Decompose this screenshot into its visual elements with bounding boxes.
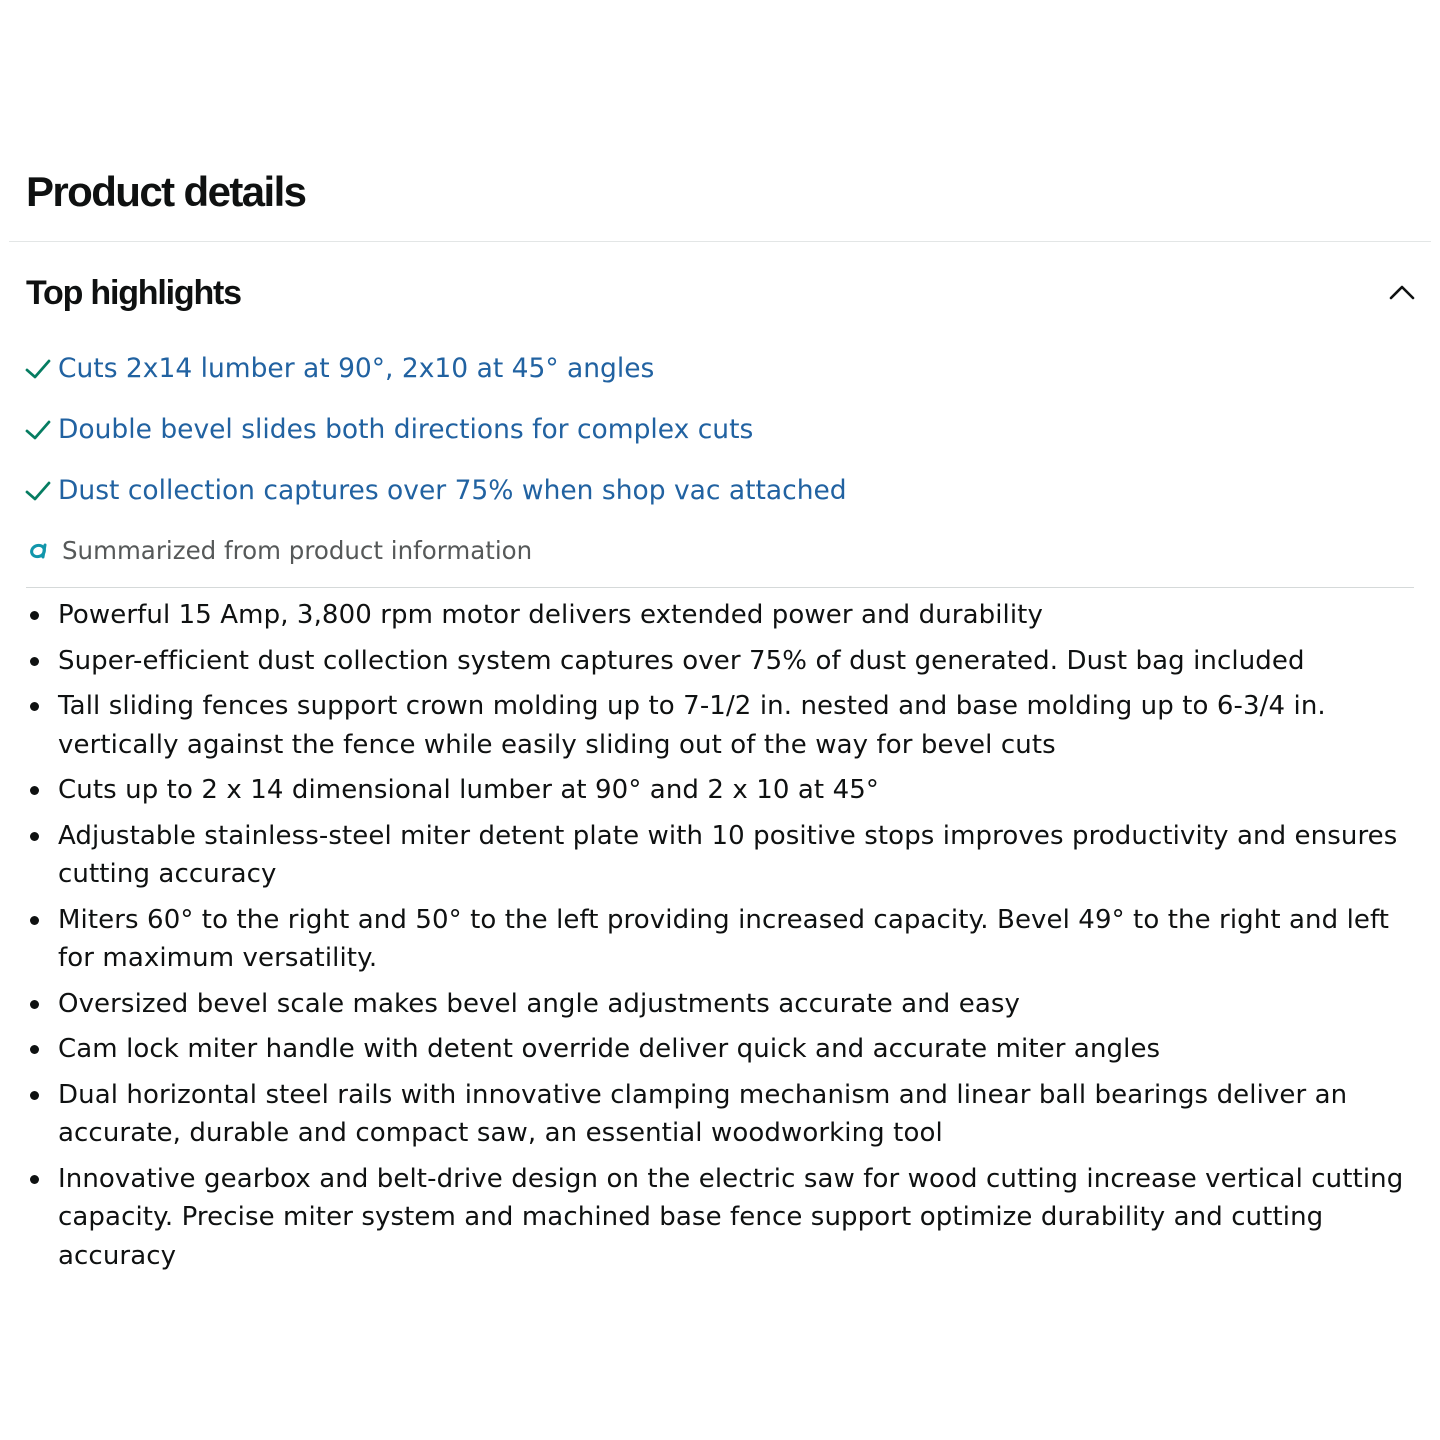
list-item xyxy=(26,1030,1426,1069)
check-icon xyxy=(24,355,52,383)
feature-text: Cam lock miter handle with detent override deliver quick and accurate miter angles xyxy=(58,1034,1161,1064)
highlight-item[interactable] xyxy=(24,409,847,451)
feature-text: Cuts up to 2 x 14 dimensional lumber at 90° and 2 x 10 at 45° xyxy=(58,775,879,805)
highlights-list xyxy=(24,348,847,531)
list-item xyxy=(26,771,1426,810)
list-item xyxy=(26,596,1426,635)
highlight-item[interactable] xyxy=(24,470,847,512)
bullet-dot-icon xyxy=(30,1091,39,1100)
check-icon xyxy=(24,416,52,444)
feature-text: Powerful 15 Amp, 3,800 rpm motor delivers extended power and durability xyxy=(58,600,1043,630)
list-item xyxy=(26,1076,1426,1153)
bullet-dot-icon xyxy=(30,832,39,841)
ai-summary-icon xyxy=(26,537,52,563)
bullet-dot-icon xyxy=(30,1175,39,1184)
highlight-text: Dust collection captures over 75% when shop vac attached xyxy=(58,475,847,506)
summary-text: Summarized from product information xyxy=(62,535,533,565)
chevron-up-icon[interactable] xyxy=(1384,274,1420,310)
feature-text: Tall sliding fences support crown molding up to 7-1/2 in. nested and base molding up to 6-3/4 in. vertically against the fence while easily sliding out of the way for bevel cuts xyxy=(58,691,1326,760)
summary-note xyxy=(26,532,532,568)
feature-text: Super-efficient dust collection system captures over 75% of dust generated. Dust bag included xyxy=(58,645,1305,676)
bullet-dot-icon xyxy=(30,916,39,925)
feature-text: Miters 60° to the right and 50° to the left providing increased capacity. Bevel 49° to the right and left for maximum versatility. xyxy=(58,904,1390,973)
bullet-dot-icon xyxy=(30,611,39,620)
section-divider xyxy=(9,241,1431,242)
feature-text: Adjustable stainless-steel miter detent plate with 10 positive stops improves productivity and ensures cutting accuracy xyxy=(58,820,1398,889)
list-divider xyxy=(26,587,1414,588)
list-item xyxy=(26,642,1426,681)
list-item xyxy=(26,817,1426,894)
bullet-dot-icon xyxy=(30,786,39,795)
highlight-item[interactable] xyxy=(24,348,847,390)
highlight-text: Double bevel slides both directions for complex cuts xyxy=(58,414,754,445)
section-title: Top highlights xyxy=(26,274,241,312)
bullet-dot-icon xyxy=(30,1000,39,1009)
feature-text: Dual horizontal steel rails with innovative clamping mechanism and linear ball bearings deliver an accurate, durable and compact saw, an essential woodworking tool xyxy=(58,1079,1348,1148)
list-item xyxy=(26,901,1426,978)
bullet-dot-icon xyxy=(30,1045,39,1054)
list-item xyxy=(26,1160,1426,1276)
list-item xyxy=(26,985,1426,1024)
feature-text: Innovative gearbox and belt-drive design on the electric saw for wood cutting increase vertical cutting capacity. Precise miter system and machined base fence support optimize durability and cutting accuracy xyxy=(58,1163,1404,1271)
top-highlights-toggle[interactable] xyxy=(26,270,1422,316)
check-icon xyxy=(24,477,52,505)
list-item xyxy=(26,687,1426,764)
feature-list xyxy=(26,596,1426,1282)
bullet-dot-icon xyxy=(30,657,39,666)
feature-text: Oversized bevel scale makes bevel angle adjustments accurate and easy xyxy=(58,988,1021,1019)
bullet-dot-icon xyxy=(30,702,39,711)
page-title: Product details xyxy=(26,168,306,215)
highlight-text: Cuts 2x14 lumber at 90°, 2x10 at 45° angles xyxy=(58,353,655,384)
